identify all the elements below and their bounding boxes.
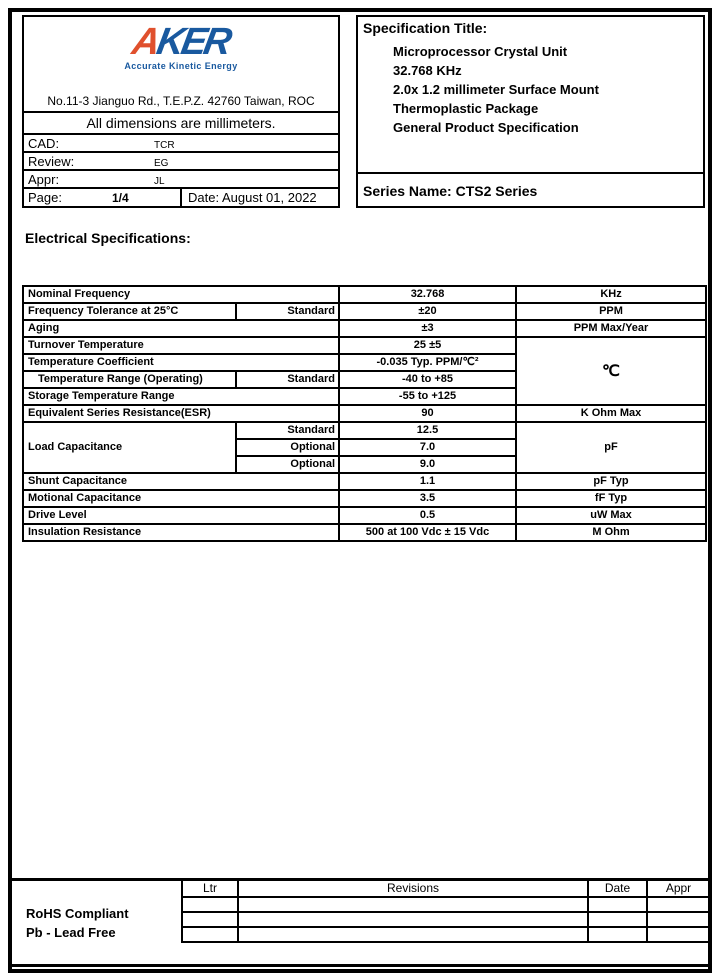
spec-value: -0.035 Typ. PPM/℃² (339, 354, 516, 371)
spec-value: 12.5 (339, 422, 516, 439)
spec-sublabel: Optional (236, 439, 339, 456)
revision-empty-cell (588, 912, 647, 927)
appr-row (24, 171, 338, 189)
spec-unit: KHz (516, 286, 706, 303)
appr-value: JL (154, 176, 165, 187)
spec-unit: uW Max (516, 507, 706, 524)
revisions-header-row (182, 881, 709, 897)
spec-value: ±3 (339, 320, 516, 337)
revisions-table (181, 881, 709, 943)
cad-label: CAD: (28, 136, 60, 151)
spec-label: Motional Capacitance (23, 490, 339, 507)
spec-label: Aging (23, 320, 339, 337)
spec-row (23, 303, 706, 320)
spec-value: 90 (339, 405, 516, 422)
spec-title-lines (393, 42, 703, 137)
spec-row (23, 286, 706, 303)
spec-title-block (356, 15, 705, 208)
spec-value: 0.5 (339, 507, 516, 524)
page-cell (24, 189, 182, 207)
revision-empty-cell (588, 897, 647, 912)
revisions-col-appr: Appr (647, 881, 709, 897)
spec-sublabel: Standard (236, 422, 339, 439)
title-block (22, 15, 340, 208)
spec-unit: K Ohm Max (516, 405, 706, 422)
spec-value: 1.1 (339, 473, 516, 490)
spec-row (23, 507, 706, 524)
appr-label: Appr: (28, 172, 60, 187)
spec-value: -40 to +85 (339, 371, 516, 388)
rohs-note (26, 904, 129, 942)
spec-label: Insulation Resistance (23, 524, 339, 541)
aker-logo-text (121, 21, 241, 63)
spec-label: Temperature Coefficient (23, 354, 339, 371)
rohs-line-1: RoHS Compliant (26, 906, 129, 921)
spec-row (23, 405, 706, 422)
review-value: EG (154, 158, 169, 169)
spec-label: Turnover Temperature (23, 337, 339, 354)
spec-unit: PPM (516, 303, 706, 320)
spec-label: Frequency Tolerance at 25°C (23, 303, 236, 320)
logo-letters-ker: KER (153, 21, 233, 63)
revision-empty-cell (647, 897, 709, 912)
date-cell: Date: August 01, 2022 (188, 190, 317, 205)
spec-value: 9.0 (339, 456, 516, 473)
spec-value: ±20 (339, 303, 516, 320)
revisions-block (12, 878, 708, 967)
page-label: Page: (28, 190, 62, 205)
spec-label: Shunt Capacitance (23, 473, 339, 490)
spec-row (23, 473, 706, 490)
spec-unit: PPM Max/Year (516, 320, 706, 337)
spec-sublabel: Standard (236, 371, 339, 388)
spec-title-label: Specification Title: (363, 20, 488, 36)
aker-logo (124, 21, 238, 71)
spec-title-section (358, 17, 703, 172)
spec-sublabel: Standard (236, 303, 339, 320)
spec-title-line: 32.768 KHz (393, 63, 462, 78)
spec-title-line: Thermoplastic Package (393, 101, 539, 116)
spec-value: 7.0 (339, 439, 516, 456)
page-number: 1/4 (112, 191, 129, 205)
spec-row (23, 337, 706, 354)
spec-unit: fF Typ (516, 490, 706, 507)
revision-empty-row (182, 897, 709, 912)
revisions-col-revisions: Revisions (238, 881, 588, 897)
spec-value: 32.768 (339, 286, 516, 303)
revision-empty-cell (182, 912, 238, 927)
company-address: No.11-3 Jianguo Rd., T.E.P.Z. 42760 Taiwan, ROC (47, 94, 315, 108)
revision-empty-cell (182, 927, 238, 942)
spec-sublabel: Optional (236, 456, 339, 473)
spec-value: -55 to +125 (339, 388, 516, 405)
spec-label: Storage Temperature Range (23, 388, 339, 405)
revision-empty-row (182, 927, 709, 942)
revisions-col-ltr: Ltr (182, 881, 238, 897)
spec-row (23, 320, 706, 337)
revision-empty-cell (182, 897, 238, 912)
spec-value: 500 at 100 Vdc ± 15 Vdc (339, 524, 516, 541)
spec-value: 25 ±5 (339, 337, 516, 354)
revision-empty-cell (238, 897, 588, 912)
spec-unit-celsius: ℃ (516, 337, 706, 405)
logo-tagline: Accurate Kinetic Energy (124, 61, 238, 71)
rohs-line-2: Pb - Lead Free (26, 925, 116, 940)
revision-empty-cell (647, 927, 709, 942)
cad-value: TCR (154, 140, 175, 151)
spec-value: 3.5 (339, 490, 516, 507)
revision-empty-cell (238, 912, 588, 927)
review-label: Review: (28, 154, 75, 169)
spec-label: Nominal Frequency (23, 286, 339, 303)
revision-empty-row (182, 912, 709, 927)
revision-empty-cell (588, 927, 647, 942)
electrical-spec-table (22, 285, 707, 542)
spec-label: Equivalent Series Resistance(ESR) (23, 405, 339, 422)
revisions-col-date: Date (588, 881, 647, 897)
spec-unit: pF Typ (516, 473, 706, 490)
spec-label: Temperature Range (Operating) (23, 371, 236, 388)
logo-section (24, 17, 338, 113)
spec-title-line: General Product Specification (393, 120, 579, 135)
spec-label: Drive Level (23, 507, 339, 524)
spec-unit: M Ohm (516, 524, 706, 541)
dimensions-note: All dimensions are millimeters. (24, 113, 338, 135)
series-name: Series Name: CTS2 Series (358, 172, 703, 206)
logo-letter-a: A (129, 21, 162, 63)
review-row (24, 153, 338, 171)
spec-unit: pF (516, 422, 706, 473)
spec-row (23, 422, 706, 439)
spec-title-line: Microprocessor Crystal Unit (393, 44, 568, 59)
revision-empty-cell (647, 912, 709, 927)
spec-label: Load Capacitance (23, 422, 236, 473)
page-date-row (24, 189, 338, 207)
cad-row (24, 135, 338, 153)
spec-row (23, 524, 706, 541)
revision-empty-cell (238, 927, 588, 942)
section-heading: Electrical Specifications: (25, 230, 191, 246)
spec-title-line: 2.0x 1.2 millimeter Surface Mount (393, 82, 599, 97)
spec-row (23, 490, 706, 507)
